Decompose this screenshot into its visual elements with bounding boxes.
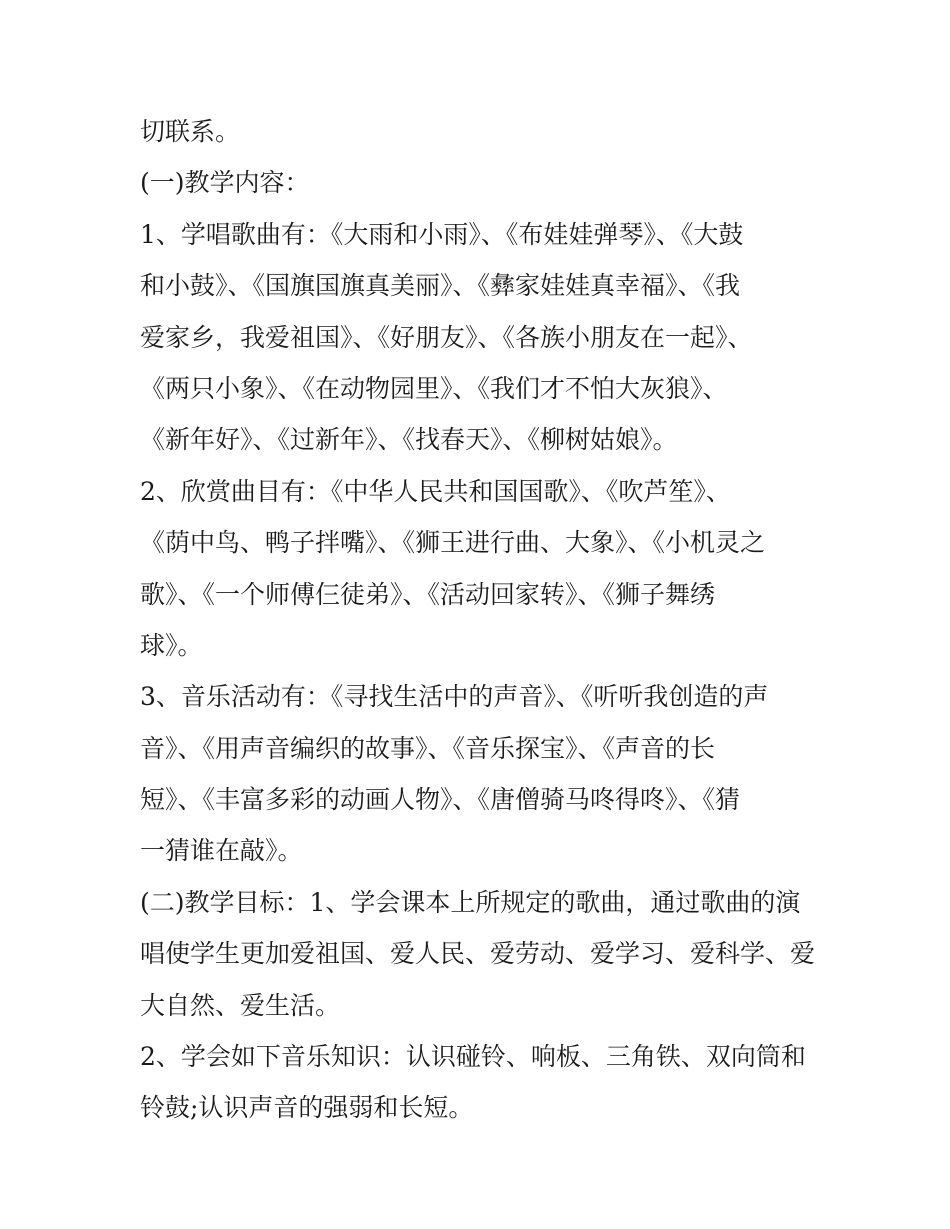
text-line: 一猜谁在敲》。 bbox=[140, 836, 303, 866]
text-line: 《两只小象》、《在动物园里》、《我们才不怕大灰狼》、 bbox=[140, 373, 728, 403]
text-line: 爱家乡，我爱祖国》、《好朋友》、《各族小朋友在一起》、 bbox=[140, 322, 753, 352]
document-body bbox=[140, 106, 816, 1134]
text-line: 切联系。 bbox=[140, 117, 241, 146]
text-line: 《新年好》、《过新年》、《找春天》、《柳树姑娘》。 bbox=[140, 425, 678, 455]
text-line: 音》、《用声音编织的故事》、《音乐探宝》、《声音的长 bbox=[140, 733, 716, 763]
text-line: 球》。 bbox=[140, 630, 203, 660]
text-line: 《荫中鸟、鸭子拌嘴》、《狮王进行曲、大象》、《小机灵之 bbox=[140, 528, 766, 558]
text-line: 铃鼓;认识声音的强弱和长短。 bbox=[140, 1093, 474, 1123]
text-line: 和小鼓》、《国旗国旗真美丽》、《彝家娃娃真幸福》、《我 bbox=[140, 271, 741, 301]
text-line: 1、学唱歌曲有：《大雨和小雨》、《布娃娃弹琴》、《大鼓 bbox=[140, 219, 744, 249]
text-line: 唱使学生更加爱祖国、爱人民、爱劳动、爱学习、爱科学、爱 bbox=[140, 939, 816, 969]
section-heading-teaching-content: (一)教学内容： bbox=[140, 168, 310, 198]
text-line: 大自然、爱生活。 bbox=[140, 990, 341, 1020]
text-line: 2、学会如下音乐知识：认识碰铃、响板、三角铁、双向筒和 bbox=[140, 1042, 806, 1072]
section-heading-teaching-goals: (二)教学目标：1、学会课本上所规定的歌曲，通过歌曲的演 bbox=[140, 887, 801, 917]
text-line: 2、欣赏曲目有：《中华人民共和国国歌》、《吹芦笙》、 bbox=[140, 476, 731, 506]
text-line: 短》、《丰富多彩的动画人物》、《唐僧骑马咚得咚》、《猜 bbox=[140, 785, 741, 815]
text-line: 3、音乐活动有：《寻找生活中的声音》、《听听我创造的声 bbox=[140, 682, 769, 712]
text-line: 歌》、《一个师傅仨徒弟》、《活动回家转》、《狮子舞绣 bbox=[140, 579, 716, 609]
